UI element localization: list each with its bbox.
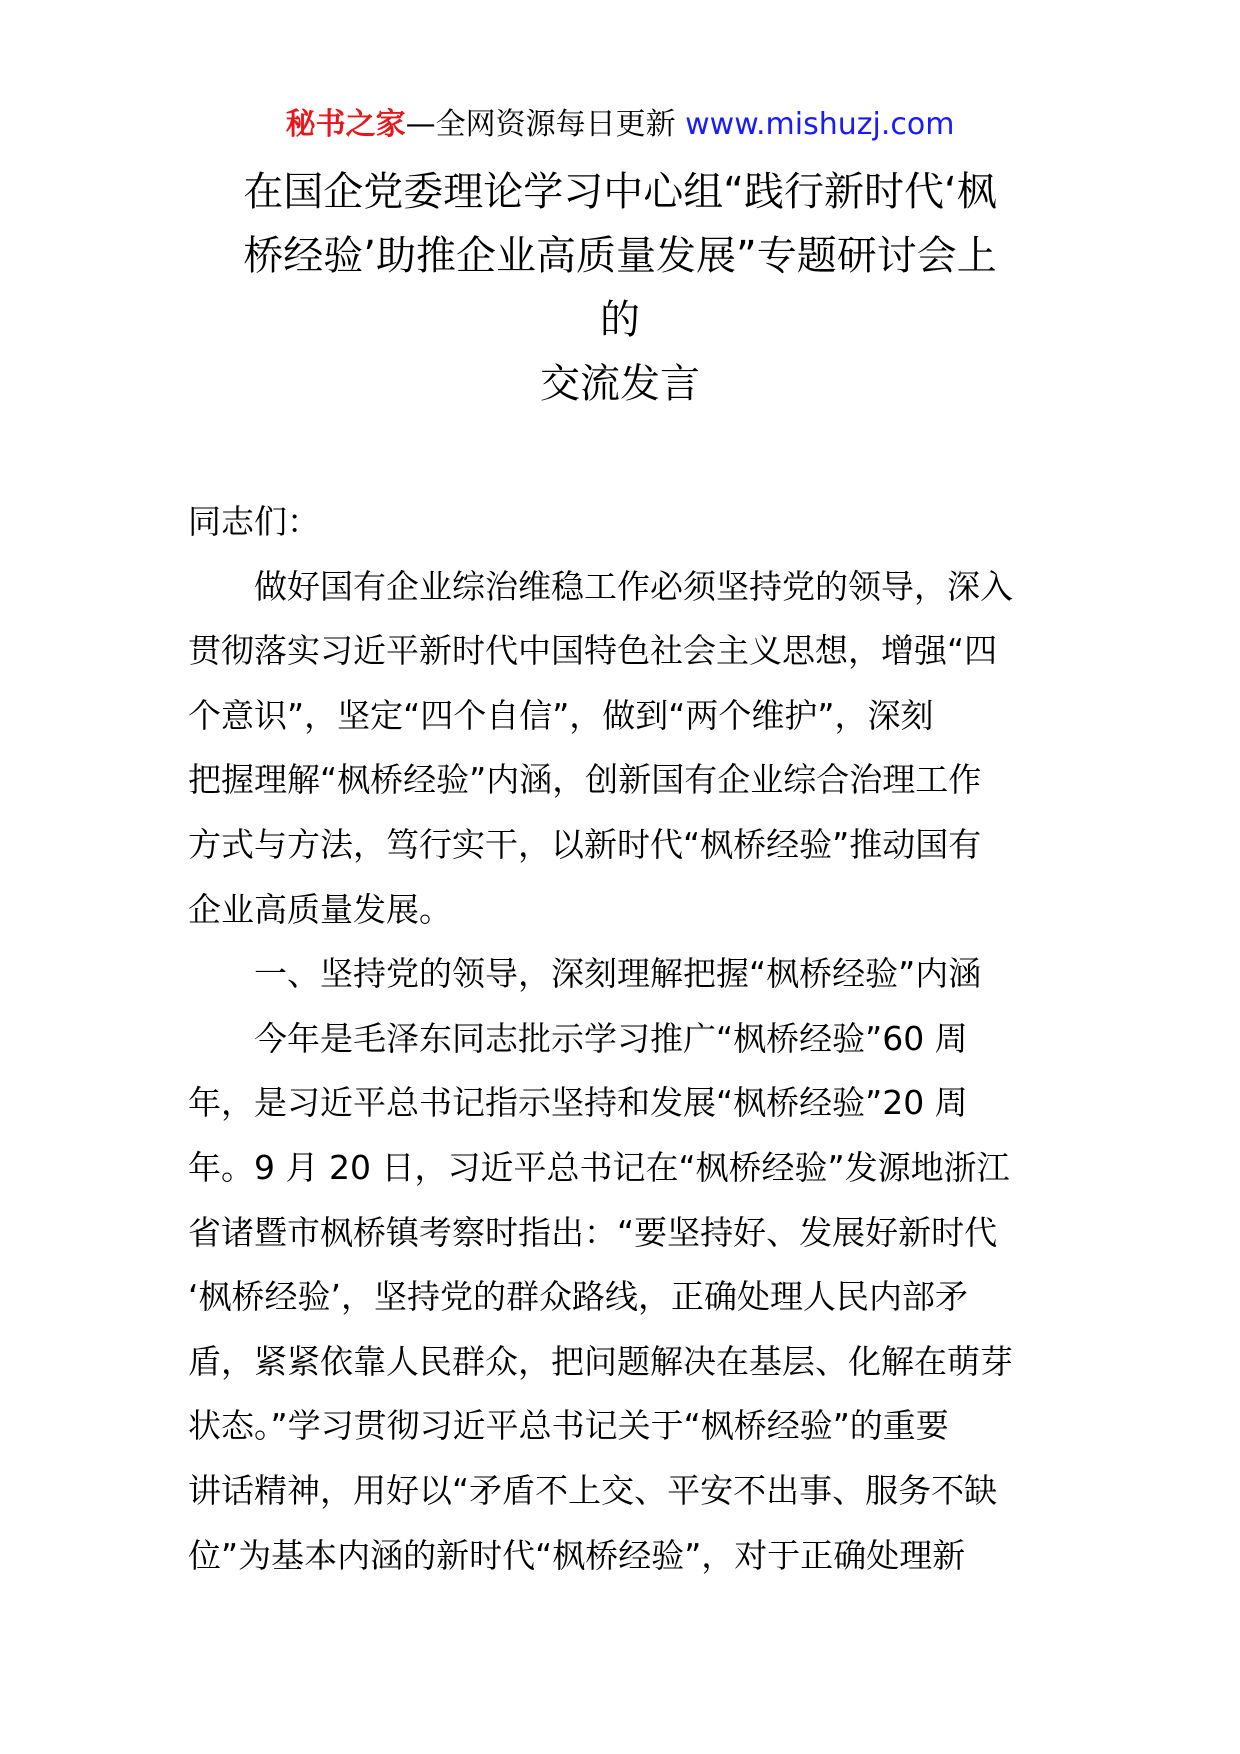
header-banner (0, 104, 1240, 146)
paragraph-line: 年。9 月 20 日，习近平总书记在“枫桥经验”发源地浙江 (188, 1147, 1010, 1187)
paragraph-line: ‘枫桥经验’，坚持党的群众路线，正确处理人民内部矛 (188, 1277, 968, 1317)
title-line: 在国企党委理论学习中心组“践行新时代‘枫 (243, 169, 997, 215)
section-heading: 一、坚持党的领导，深刻理解把握“枫桥经验”内涵 (254, 954, 982, 994)
paragraph-line: 方式与方法，笃行实干，以新时代“枫桥经验”推动国有 (188, 824, 982, 864)
paragraph-line: 企业高质量发展。 (188, 889, 452, 929)
salutation: 同志们： (188, 502, 320, 541)
paragraph-line: 状态。”学习贯彻习近平总书记关于“枫桥经验”的重要 (188, 1406, 949, 1446)
paragraph-line: 把握理解“枫桥经验”内涵，创新国有企业综合治理工作 (188, 760, 982, 800)
paragraph-line: 今年是毛泽东同志批示学习推广“枫桥经验”60 周 (254, 1018, 968, 1058)
brand-name: 秘书之家 (285, 107, 406, 142)
paragraph-line: 盾，紧紧依靠人民群众，把问题解决在基层、化解在萌芽 (188, 1341, 1013, 1381)
paragraph-line: 讲话精神，用好以“矛盾不上交、平安不出事、服务不缺 (188, 1470, 998, 1510)
title-line: 交流发言 (540, 361, 700, 407)
header-tagline: —全网资源每日更新 (405, 107, 686, 142)
paragraph-line: 位”为基本内涵的新时代“枫桥经验”，对于正确处理新 (188, 1535, 966, 1575)
title-line: 桥经验’助推企业高质量发展”专题研讨会上 (243, 233, 997, 279)
paragraph-line: 贯彻落实习近平新时代中国特色社会主义思想，增强“四 (188, 631, 998, 671)
site-url-link[interactable]: www.mishuzj.com (685, 107, 955, 142)
paragraph-line: 个意识”，坚定“四个自信”，做到“两个维护”，深刻 (188, 695, 934, 735)
title-line: 的 (600, 297, 640, 343)
document-body (188, 490, 1056, 1588)
paragraph-line: 省诸暨市枫桥镇考察时指出：“要坚持好、发展好新时代 (188, 1212, 998, 1252)
paragraph-line: 年，是习近平总书记指示坚持和发展“枫桥经验”20 周 (188, 1083, 968, 1123)
paragraph-line: 做好国有企业综治维稳工作必须坚持党的领导，深入 (254, 566, 1013, 606)
document-title (190, 160, 1050, 416)
